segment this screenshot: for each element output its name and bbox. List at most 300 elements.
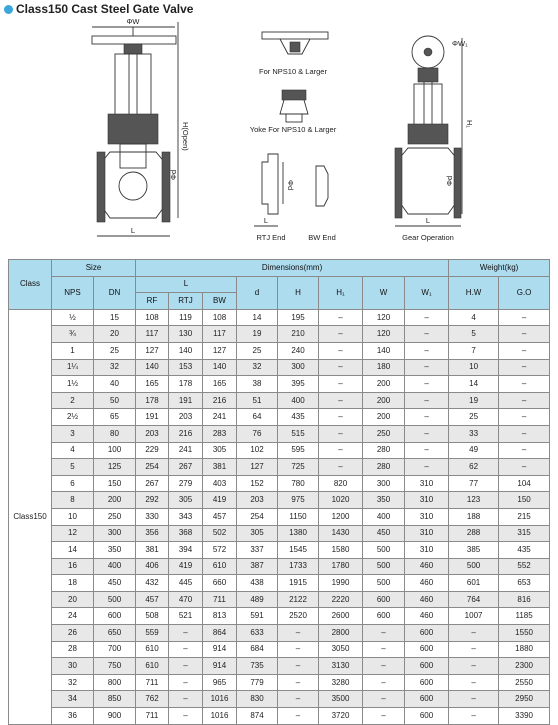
table-cell: 350 — [363, 492, 405, 509]
table-cell: – — [319, 326, 363, 343]
table-cell: 445 — [169, 575, 203, 592]
table-cell: – — [319, 459, 363, 476]
table-cell: 508 — [136, 608, 169, 625]
table-cell: 595 — [278, 442, 319, 459]
table-cell: 2550 — [499, 674, 550, 691]
table-cell: 76 — [237, 425, 278, 442]
table-cell: – — [499, 376, 550, 393]
table-cell: 489 — [237, 591, 278, 608]
th-h: H — [278, 276, 319, 309]
table-cell: 10 — [449, 359, 499, 376]
table-cell: 850 — [94, 691, 136, 708]
table-cell: 2800 — [319, 625, 363, 642]
th-h1: H₁ — [319, 276, 363, 309]
table-cell: 50 — [94, 392, 136, 409]
table-cell: 49 — [449, 442, 499, 459]
table-cell: – — [278, 625, 319, 642]
table-cell: 305 — [237, 525, 278, 542]
table-cell: 140 — [203, 359, 237, 376]
table-cell: 188 — [449, 508, 499, 525]
table-cell: 300 — [278, 359, 319, 376]
caption-bw-end: BW End — [308, 233, 336, 242]
table-cell: 14 — [449, 376, 499, 393]
table-cell: 600 — [405, 674, 449, 691]
caption-rtj-end: RTJ End — [256, 233, 286, 242]
yoke-drawing — [250, 90, 337, 134]
table-cell: 216 — [203, 392, 237, 409]
dim-l-gear: L — [425, 216, 431, 225]
table-cell: 900 — [94, 708, 136, 725]
dim-phi-d-rtj: Φd — [286, 180, 295, 191]
table-cell: 65 — [94, 409, 136, 426]
table-cell: 120 — [363, 326, 405, 343]
table-cell: 406 — [136, 558, 169, 575]
table-cell: 25 — [94, 342, 136, 359]
table-cell: 165 — [136, 376, 169, 393]
table-cell: 1¼ — [52, 359, 94, 376]
table-cell: 1200 — [319, 508, 363, 525]
table-cell: 435 — [278, 409, 319, 426]
table-cell: 200 — [363, 392, 405, 409]
table-cell: 610 — [203, 558, 237, 575]
table-cell: 1990 — [319, 575, 363, 592]
table-cell: 435 — [499, 542, 550, 559]
table-cell: 816 — [499, 591, 550, 608]
table-cell: – — [169, 674, 203, 691]
gear-operation-drawing — [395, 36, 474, 242]
table-cell: – — [363, 658, 405, 675]
table-cell: 267 — [136, 475, 169, 492]
table-cell: 150 — [94, 475, 136, 492]
th-w1: W₁ — [405, 276, 449, 309]
table-cell: 502 — [203, 525, 237, 542]
table-cell: 80 — [94, 425, 136, 442]
th-dimensions: Dimensions(mm) — [136, 260, 449, 277]
table-cell: 16 — [52, 558, 94, 575]
table-cell: – — [319, 425, 363, 442]
table-cell: 725 — [278, 459, 319, 476]
table-cell: 216 — [169, 425, 203, 442]
table-cell: 500 — [449, 558, 499, 575]
bw-end-drawing — [308, 166, 336, 242]
table-row — [9, 658, 550, 675]
table-cell: 864 — [203, 625, 237, 642]
table-cell: – — [405, 376, 449, 393]
dim-phi-w1: ΦW₁ — [452, 39, 468, 48]
table-row — [9, 359, 550, 376]
table-cell: 310 — [405, 525, 449, 542]
th-rf: RF — [136, 293, 169, 310]
table-cell: 2½ — [52, 409, 94, 426]
table-cell: – — [363, 625, 405, 642]
table-row — [9, 708, 550, 725]
caption-nps10: For NPS10 & Larger — [259, 67, 327, 76]
table-cell: 310 — [405, 508, 449, 525]
table-cell: 108 — [136, 309, 169, 326]
table-cell: 102 — [237, 442, 278, 459]
table-cell: 191 — [169, 392, 203, 409]
dim-l-main: L — [130, 226, 136, 235]
table-cell: 14 — [52, 542, 94, 559]
table-cell: 117 — [203, 326, 237, 343]
table-cell: – — [278, 641, 319, 658]
table-cell: 178 — [169, 376, 203, 393]
table-cell: 229 — [136, 442, 169, 459]
table-cell: 310 — [405, 475, 449, 492]
table-cell: 280 — [363, 459, 405, 476]
table-cell: 15 — [94, 309, 136, 326]
table-cell: 1545 — [278, 542, 319, 559]
table-cell: 125 — [94, 459, 136, 476]
table-cell: 762 — [136, 691, 169, 708]
table-cell: 600 — [405, 641, 449, 658]
table-cell: 25 — [449, 409, 499, 426]
table-row — [9, 392, 550, 409]
table-cell: – — [449, 691, 499, 708]
table-cell: – — [169, 625, 203, 642]
table-cell: 400 — [278, 392, 319, 409]
spec-table-body — [9, 309, 550, 724]
table-cell: 500 — [94, 591, 136, 608]
table-cell: 33 — [449, 425, 499, 442]
table-cell: 975 — [278, 492, 319, 509]
table-cell: 965 — [203, 674, 237, 691]
table-cell: 460 — [405, 608, 449, 625]
main-valve-drawing — [92, 17, 190, 236]
table-cell: 241 — [203, 409, 237, 426]
header-row-1 — [9, 260, 550, 277]
table-row — [9, 409, 550, 426]
table-cell: 764 — [449, 591, 499, 608]
table-cell: 130 — [169, 326, 203, 343]
table-cell: 385 — [449, 542, 499, 559]
table-cell: 368 — [169, 525, 203, 542]
table-cell: 3050 — [319, 641, 363, 658]
table-cell: 210 — [278, 326, 319, 343]
table-cell: 288 — [449, 525, 499, 542]
table-cell: 267 — [169, 459, 203, 476]
table-cell: 650 — [94, 625, 136, 642]
table-cell: 283 — [203, 425, 237, 442]
table-cell: 914 — [203, 641, 237, 658]
table-cell: 127 — [136, 342, 169, 359]
table-cell: 1016 — [203, 691, 237, 708]
table-cell: 18 — [52, 575, 94, 592]
table-cell: 330 — [136, 508, 169, 525]
table-cell: 3280 — [319, 674, 363, 691]
table-cell: 3390 — [499, 708, 550, 725]
table-cell: 457 — [136, 591, 169, 608]
table-cell: 127 — [237, 459, 278, 476]
table-cell: 300 — [363, 475, 405, 492]
table-cell: 1 — [52, 342, 94, 359]
table-cell: 711 — [136, 708, 169, 725]
table-cell: 559 — [136, 625, 169, 642]
table-cell: 191 — [136, 409, 169, 426]
th-size: Size — [52, 260, 136, 277]
table-cell: ½ — [52, 309, 94, 326]
table-cell: 180 — [363, 359, 405, 376]
table-cell: 12 — [52, 525, 94, 542]
table-cell: 32 — [94, 359, 136, 376]
table-row — [9, 376, 550, 393]
table-cell: – — [319, 392, 363, 409]
table-cell: 254 — [136, 459, 169, 476]
table-cell: – — [319, 309, 363, 326]
table-cell: – — [169, 708, 203, 725]
table-cell: 779 — [237, 674, 278, 691]
table-cell: 800 — [94, 674, 136, 691]
dim-h1: H₁ — [465, 120, 474, 128]
table-cell: 140 — [169, 342, 203, 359]
table-cell: 500 — [363, 575, 405, 592]
table-cell: 600 — [405, 708, 449, 725]
table-cell: 356 — [136, 525, 169, 542]
table-cell: 381 — [203, 459, 237, 476]
table-cell: 1½ — [52, 376, 94, 393]
table-cell: 250 — [363, 425, 405, 442]
table-cell: 2220 — [319, 591, 363, 608]
header-row-2 — [9, 276, 550, 293]
table-cell: 633 — [237, 625, 278, 642]
table-cell: 200 — [94, 492, 136, 509]
table-cell: 1915 — [278, 575, 319, 592]
table-cell: 5 — [52, 459, 94, 476]
th-go: G.O — [499, 276, 550, 309]
th-w: W — [363, 276, 405, 309]
table-cell: 19 — [237, 326, 278, 343]
table-cell: – — [449, 708, 499, 725]
table-cell: 300 — [94, 525, 136, 542]
table-cell: 250 — [94, 508, 136, 525]
table-cell: – — [169, 641, 203, 658]
table-cell: – — [499, 309, 550, 326]
table-cell: 460 — [405, 591, 449, 608]
table-cell: 203 — [237, 492, 278, 509]
table-cell: – — [499, 425, 550, 442]
table-cell: 600 — [405, 658, 449, 675]
table-cell: 600 — [405, 691, 449, 708]
table-row — [9, 674, 550, 691]
table-cell: 2950 — [499, 691, 550, 708]
table-cell: – — [449, 674, 499, 691]
table-cell: 254 — [237, 508, 278, 525]
table-cell: 100 — [94, 442, 136, 459]
nps10-drawing — [259, 32, 328, 76]
caption-yoke: Yoke For NPS10 & Larger — [249, 125, 337, 134]
table-cell: 10 — [52, 508, 94, 525]
th-dn: DN — [94, 276, 136, 309]
table-cell: 830 — [237, 691, 278, 708]
table-row — [9, 508, 550, 525]
table-cell: – — [499, 359, 550, 376]
table-cell: 127 — [203, 342, 237, 359]
table-cell: 337 — [237, 542, 278, 559]
class-cell: Class150 — [9, 309, 52, 724]
valve-drawings — [0, 14, 558, 258]
table-cell: 30 — [52, 658, 94, 675]
table-row — [9, 425, 550, 442]
table-cell: 2122 — [278, 591, 319, 608]
page-title-text: Class150 Cast Steel Gate Valve — [16, 2, 194, 16]
table-cell: 28 — [52, 641, 94, 658]
table-cell: 4 — [52, 442, 94, 459]
table-cell: 1150 — [278, 508, 319, 525]
table-cell: 305 — [169, 492, 203, 509]
table-cell: 32 — [52, 674, 94, 691]
table-cell: 572 — [203, 542, 237, 559]
th-rtj: RTJ — [169, 293, 203, 310]
table-cell: 735 — [237, 658, 278, 675]
table-cell: 195 — [278, 309, 319, 326]
table-cell: 2 — [52, 392, 94, 409]
table-cell: 820 — [319, 475, 363, 492]
table-cell: 3130 — [319, 658, 363, 675]
dim-phi-w: ΦW — [126, 17, 140, 26]
table-cell: 140 — [136, 359, 169, 376]
table-cell: 119 — [169, 309, 203, 326]
table-cell: 178 — [136, 392, 169, 409]
table-cell: – — [449, 658, 499, 675]
table-cell: 150 — [499, 492, 550, 509]
table-cell: – — [278, 674, 319, 691]
table-cell: 279 — [169, 475, 203, 492]
table-cell: 500 — [363, 542, 405, 559]
table-cell: – — [405, 425, 449, 442]
table-cell: 400 — [363, 508, 405, 525]
table-cell: 19 — [449, 392, 499, 409]
th-weight: Weight(kg) — [449, 260, 550, 277]
table-cell: 241 — [169, 442, 203, 459]
table-cell: – — [319, 409, 363, 426]
table-row — [9, 525, 550, 542]
table-row — [9, 459, 550, 476]
table-cell: 914 — [203, 658, 237, 675]
table-cell: 215 — [499, 508, 550, 525]
table-cell: 2600 — [319, 608, 363, 625]
table-cell: 343 — [169, 508, 203, 525]
table-cell: – — [319, 342, 363, 359]
table-cell: 2520 — [278, 608, 319, 625]
table-cell: 165 — [203, 376, 237, 393]
table-cell: 203 — [136, 425, 169, 442]
table-cell: 432 — [136, 575, 169, 592]
table-cell: 305 — [203, 442, 237, 459]
table-cell: – — [405, 409, 449, 426]
dim-phi-d-gear: Φd — [445, 175, 454, 186]
table-cell: – — [499, 342, 550, 359]
table-cell: 600 — [94, 608, 136, 625]
table-cell: 117 — [136, 326, 169, 343]
table-cell: – — [363, 641, 405, 658]
table-cell: – — [363, 691, 405, 708]
table-row — [9, 342, 550, 359]
table-cell: 450 — [94, 575, 136, 592]
table-cell: 24 — [52, 608, 94, 625]
table-cell: 240 — [278, 342, 319, 359]
table-row — [9, 575, 550, 592]
th-bw: BW — [203, 293, 237, 310]
table-cell: ¾ — [52, 326, 94, 343]
table-cell: 653 — [499, 575, 550, 592]
table-cell: 457 — [203, 508, 237, 525]
table-row — [9, 608, 550, 625]
table-cell: – — [499, 459, 550, 476]
table-cell: 1020 — [319, 492, 363, 509]
table-cell: 2300 — [499, 658, 550, 675]
table-cell: 310 — [405, 542, 449, 559]
table-row — [9, 625, 550, 642]
table-cell: 32 — [237, 359, 278, 376]
table-cell: – — [319, 359, 363, 376]
table-cell: 1580 — [319, 542, 363, 559]
table-cell: 64 — [237, 409, 278, 426]
table-cell: 1550 — [499, 625, 550, 642]
table-cell: 600 — [405, 625, 449, 642]
table-cell: 470 — [169, 591, 203, 608]
table-cell: 3 — [52, 425, 94, 442]
table-cell: 140 — [363, 342, 405, 359]
table-cell: 14 — [237, 309, 278, 326]
table-cell: – — [405, 342, 449, 359]
table-cell: 108 — [203, 309, 237, 326]
table-cell: – — [449, 625, 499, 642]
table-cell: 711 — [136, 674, 169, 691]
table-cell: 1880 — [499, 641, 550, 658]
table-cell: 395 — [278, 376, 319, 393]
table-cell: 3500 — [319, 691, 363, 708]
table-cell: 610 — [136, 641, 169, 658]
table-cell: 874 — [237, 708, 278, 725]
dim-phi-d-main: Φd — [169, 169, 178, 180]
table-cell: 1380 — [278, 525, 319, 542]
table-cell: 34 — [52, 691, 94, 708]
th-class: Class — [9, 260, 52, 310]
table-cell: 153 — [169, 359, 203, 376]
table-row — [9, 558, 550, 575]
table-cell: 381 — [136, 542, 169, 559]
table-cell: 25 — [237, 342, 278, 359]
table-cell: 438 — [237, 575, 278, 592]
table-cell: 600 — [363, 591, 405, 608]
table-cell: 38 — [237, 376, 278, 393]
table-cell: 711 — [203, 591, 237, 608]
table-row — [9, 309, 550, 326]
table-cell: 1185 — [499, 608, 550, 625]
table-cell: 419 — [203, 492, 237, 509]
table-cell: 7 — [449, 342, 499, 359]
table-cell: 591 — [237, 608, 278, 625]
table-cell: – — [363, 708, 405, 725]
th-nps: NPS — [52, 276, 94, 309]
table-row — [9, 641, 550, 658]
table-cell: 8 — [52, 492, 94, 509]
table-row — [9, 691, 550, 708]
table-cell: 152 — [237, 475, 278, 492]
table-cell: 1016 — [203, 708, 237, 725]
table-cell: 515 — [278, 425, 319, 442]
table-cell: 1733 — [278, 558, 319, 575]
table-cell: – — [319, 442, 363, 459]
table-cell: 4 — [449, 309, 499, 326]
table-cell: 419 — [169, 558, 203, 575]
rtj-end-drawing — [254, 154, 295, 242]
table-cell: 77 — [449, 475, 499, 492]
table-cell: – — [405, 359, 449, 376]
table-cell: 600 — [363, 608, 405, 625]
table-cell: – — [169, 691, 203, 708]
table-cell: – — [169, 658, 203, 675]
